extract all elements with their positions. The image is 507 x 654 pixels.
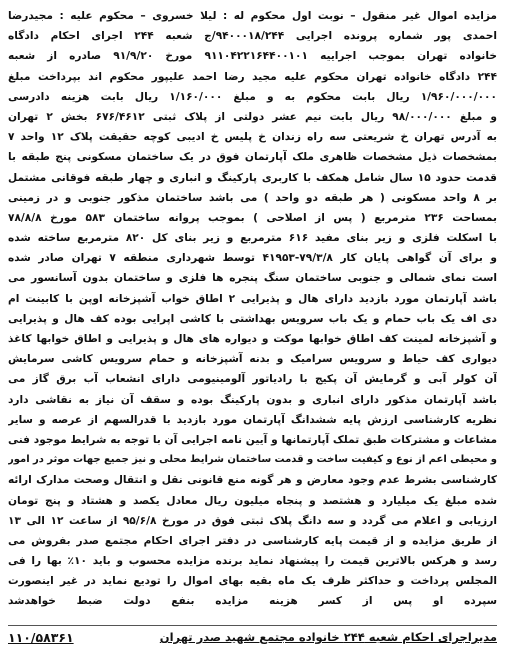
notice-line: مشاعات و مشترکات طبق تملک آپارتمانها و آیین نامه اجرایی آن با توجه به شرایط موجود فنی — [8, 433, 497, 446]
notice-line: و محیطی اعم از نوع و کیفیت ساخت و قدمت ساختمان شرایط محلی و نیز جمیع جهات موثر در امور — [8, 454, 497, 466]
issuer-signature-line: مدیراجرای احکام شعبه ۲۴۴ خانواده مجتمع شهید صدر تهران — [159, 630, 497, 644]
notice-line: و آشپزخانه لمینت کف اطاق خوابها موکت و دیواره های هال و پذیرایی و اطاق خوابها کاغذ — [8, 333, 497, 345]
notice-line: باشد آپارتمان مذکور دارای انباری و بدون پارکینگ بوده و سقف آن نیاز به نقاشی دارد — [8, 393, 497, 406]
notice-footer — [8, 625, 497, 648]
notice-line: و مبلغ ۹۸/۰۰۰/۰۰۰ ریال بابت نیم عشر دولتی از پلاک ثبتی ۶۷۶/۴۶۱۲ بخش ۲ تهران — [8, 110, 497, 123]
notice-line: ارزیابی و اعلام می گردد و سه دانگ پلاک ثبتی فوق در مورخ ۹۵/۶/۸ از ساعت ۱۲ الی ۱۳ — [8, 514, 497, 527]
notice-reference-code: ۱۱۰/۵۸۳۶۱ — [8, 629, 74, 645]
notice-line: است نمای شمالی و جنوبی ساختمان سنگ پنجره ها فلزی و ساختمان بدون آسانسور می — [8, 272, 497, 285]
notice-line: خانواده تهران بموجب اجراییه ۹۱۱۰۴۲۲۱۶۴۴۰۰۱۰۱ مورخ ۹۱/۹/۲۰ صادره از شعبه — [8, 50, 497, 63]
notice-line: ۱/۹۶۰/۰۰۰/۰۰۰ ریال بابت محکوم به و مبلغ ۱/۱۶۰/۰۰۰ ریال بابت هزینه دادرسی — [8, 90, 497, 103]
notice-line: سپرده او پس از کسر هزینه مزایده بنفع دولت ضبط خواهدشد — [8, 595, 497, 608]
notice-line: احمدی پور شماره پرونده اجرایی ۹۴۰۰۰۱۸/۲۴۴/ج شعبه ۲۴۴ اجرای احکام دادگاه — [8, 30, 497, 43]
notice-line: از طریق مزایده و از قیمت پایه کارشناسی در دفتر اجرای احکام مجتمع صدر بفروش می — [8, 534, 497, 547]
notice-line: بمشخصات ذیل مشخصات ظاهری ملک آپارتمان فوق در یک ساختمان مسکونی پنج طبقه با — [8, 151, 497, 164]
notice-line: مزایده اموال غیر منقول – نوبت اول محکوم له : لیلا خسروی – محکوم علیه : مجیدرضا — [8, 10, 497, 22]
notice-line: رسد و هرکس بالاترین قیمت را پیشنهاد نماید برنده مزایده محسوب و باید ۱۰٪ بها را فی — [8, 555, 497, 568]
notice-line: دی اف یک باب حمام و یک باب سرویس بهداشتی با کاشی اپرایی بوده کف هال و پذیرایی — [8, 312, 497, 325]
notice-line: قدمت حدود ۱۵ سال شامل همکف با کاربری پارکینگ و انباری و چهار طبقه فوقانی مشتمل — [8, 171, 497, 184]
notice-line: نظریه کارشناسی ارزش پایه ششدانگ آپارتمان مورد بازدید با قدرالسهم از عرصه و سایر — [8, 413, 497, 426]
notice-line: کارشناسی بشرط عدم وجود معارض و هر گونه منع قانونی نقل و انتقال وصحت مدارک ارائه — [8, 474, 497, 487]
notice-line: بمساحت ۲۳۶ مترمربع ( پس از اصلاحی ) بموجب پروانه ساختمان ۵۸۳ مورخ ۷۸/۸/۸ — [8, 211, 497, 224]
notice-line: المجلس پرداخت و حداکثر ظرف یک ماه بقیه بهای اموال را تودیع نماید در غیر اینصورت — [8, 575, 497, 588]
notice-line: دیواری کف حیاط و سرویس سرامیک و بدنه آشپزخانه و حمام سرویس کاشی سرمایش — [8, 353, 497, 366]
notice-line: باشد آپارتمان مورد بازدید دارای هال و پذیرایی ۲ اطاق خواب آشپزخانه اوپن با کابینت ام — [8, 292, 497, 305]
notice-line: ۲۴۴ دادگاه خانواده تهران محکوم علیه مجید رضا احمد علیپور محکوم اند بپرداخت مبلغ — [8, 70, 497, 83]
notice-body-text — [8, 6, 497, 612]
notice-line: بر ۸ واحد مسکونی ( هر طبقه دو واحد ) می باشد ساختمان مذکور جنوبی و در زمینی — [8, 191, 497, 204]
notice-line: و برای آن گواهی پایان کار ۷۹/۳/۸-۴۱۹۵۳ توسط شهرداری منطقه ۷ تهران صادر شده — [8, 252, 497, 265]
notice-line: شده مبلغ یک میلیارد و هشتصد و پنجاه میلیون ریال معادل یکصد و هشتاد و پنج تومان — [8, 494, 497, 507]
notice-line: با اسکلت فلزی و زیر بنای مفید ۶۱۶ مترمربع و زیر بنای کل ۸۲۰ مترمربع ساخته شده — [8, 232, 497, 245]
notice-line: به آدرس تهران خ شریعتی سه راه زندان خ پلیس خ ادیبی کوچه حقیقت پلاک ۱۲ واحد ۷ — [8, 131, 497, 144]
notice-line: آن کولر آبی و گرمایش آن پکیج با رادیاتور آلومینیومی دارای انشعاب آب برق گاز می — [8, 373, 497, 386]
